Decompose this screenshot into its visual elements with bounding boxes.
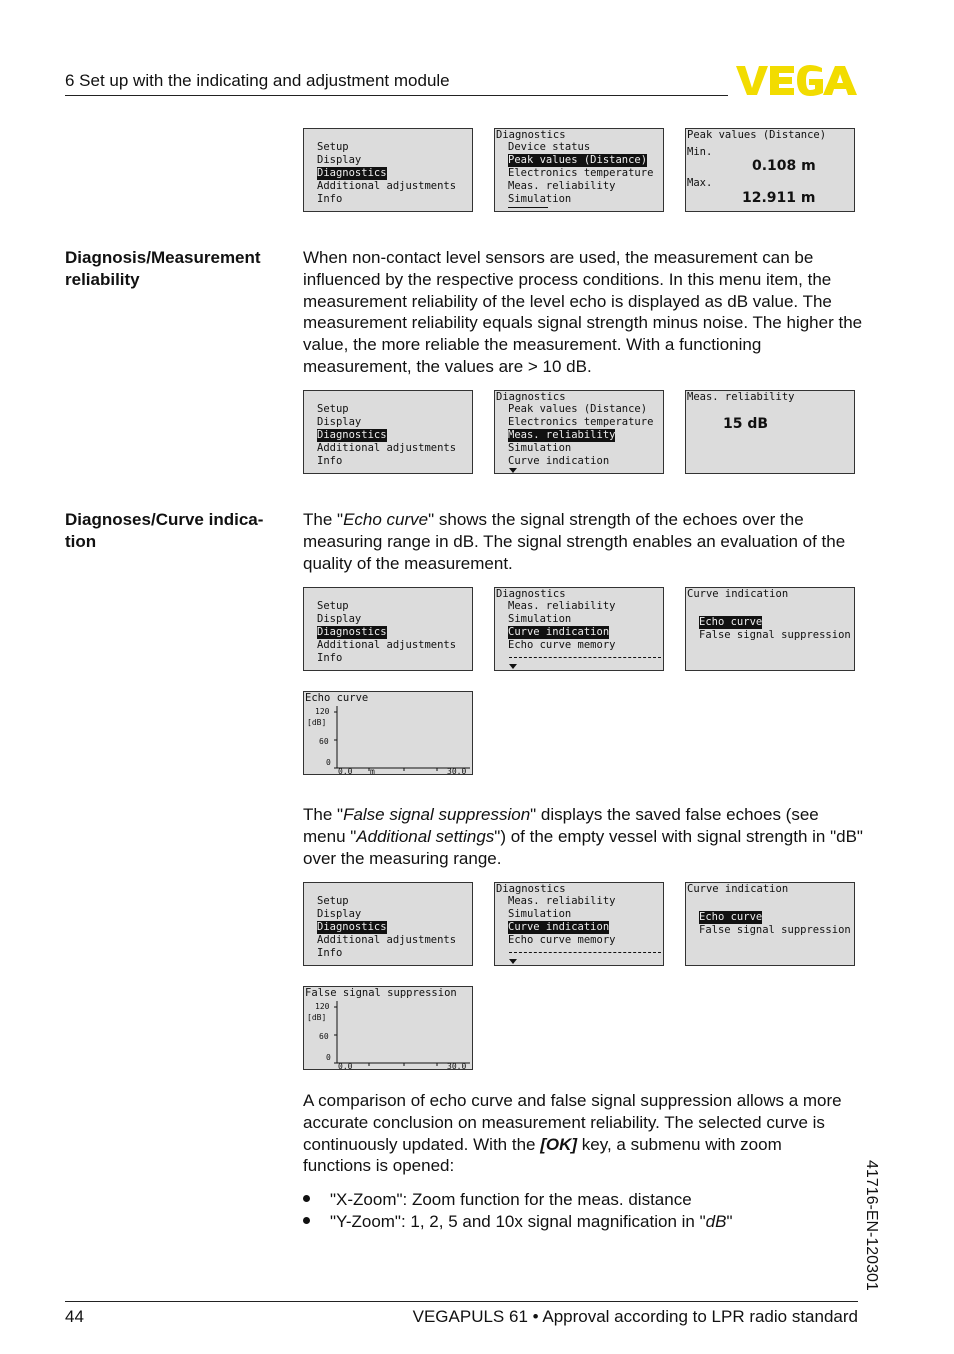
- display-main-menu-3: [303, 587, 473, 671]
- diag-item-selected: Curve indication: [508, 921, 610, 933]
- text-part: key, a submenu with zoom functions is opened:: [303, 1134, 782, 1176]
- bullet-text: "X-Zoom": Zoom function for the meas. distance: [330, 1190, 692, 1209]
- menu-item-additional: Additional adjustments: [317, 442, 457, 454]
- section-heading-curve: Diagnoses/Curve indica-tion: [65, 510, 264, 551]
- menu-item-diagnostics: Diagnostics: [317, 626, 387, 638]
- menu-divider: [509, 952, 661, 953]
- text-emphasis: Echo curve: [343, 510, 429, 529]
- header-rule: [65, 95, 728, 96]
- display-main-menu-1: [303, 128, 473, 212]
- display-false-signal-suppression: [303, 986, 473, 1070]
- curve-item: False signal suppression: [699, 629, 851, 641]
- x-tick-end: 30.0: [447, 1062, 467, 1070]
- menu-item-info: Info: [317, 652, 343, 664]
- diag-item: Device status: [508, 141, 591, 153]
- menu-item-info: Info: [317, 947, 343, 959]
- peak-max-label: Max.: [687, 177, 713, 189]
- menu-item-additional: Additional adjustments: [317, 180, 457, 192]
- menu-item-setup: Setup: [317, 141, 349, 153]
- diag-item-selected: Peak values (Distance): [508, 154, 648, 166]
- display-diagnostics-menu-2: [494, 390, 664, 474]
- menu-item-info: Info: [317, 455, 343, 467]
- vega-logo-graphic: [736, 62, 858, 98]
- diag-item: Simulation: [508, 613, 572, 625]
- peak-title: Peak values (Distance): [687, 129, 827, 141]
- menu-divider: [509, 657, 661, 658]
- x-tick-start: 0.0: [338, 1062, 353, 1070]
- display-main-menu-2: [303, 390, 473, 474]
- chapter-header: 6 Set up with the indicating and adjustment module: [65, 71, 450, 90]
- peak-max-value: 12.911 m: [742, 190, 816, 206]
- diag-item-selected: Meas. reliability: [508, 429, 616, 441]
- scroll-down-icon: [509, 664, 517, 669]
- bullet-x-zoom: [303, 1189, 692, 1211]
- bullet-text: "Y-Zoom": 1, 2, 5 and 10x signal magnification in ": [330, 1212, 706, 1231]
- peak-min-value: 0.108 m: [752, 158, 816, 174]
- paragraph-reliability: When non-contact level sensors are used, the measurement can be influenced by the respective process conditions. In this menu item, the measurement reliability of the level echo is displayed as dB value. The measurement reliability equals signal strength minus noise. The higher the value, the more reliable the measurement. With a functioning measurement, the values are > 10 dB.: [303, 248, 863, 376]
- text-part: ") of the empty vessel with signal strength in "dB" over the measuring range.: [303, 826, 863, 868]
- curve-item-selected: Echo curve: [699, 616, 763, 628]
- diag-item: Simulation: [508, 193, 572, 205]
- x-unit-label: m: [370, 767, 375, 775]
- diag-title: Diagnostics: [496, 588, 566, 600]
- y-unit-label: [dB]: [307, 718, 327, 727]
- display-main-menu-4: [303, 882, 473, 966]
- y-tick-0: 0: [326, 758, 331, 767]
- menu-item-display: Display: [317, 908, 362, 920]
- y-tick-0: 0: [326, 1053, 331, 1062]
- text-part: " displays the saved false echoes (see menu ": [303, 805, 819, 846]
- diag-title: Diagnostics: [496, 883, 566, 895]
- reliability-title: Meas. reliability: [687, 391, 795, 403]
- display-peak-values: [685, 128, 855, 212]
- diag-item: Peak values (Distance): [508, 403, 648, 415]
- diag-item: Electronics temperature: [508, 416, 654, 428]
- section-heading-reliability: Diagnosis/Measurement reliability: [65, 248, 261, 289]
- diag-title: Diagnostics: [496, 129, 566, 141]
- menu-item-info: Info: [317, 193, 343, 205]
- diag-item: Echo curve memory: [508, 639, 616, 651]
- display-curve-indication-1: [685, 587, 855, 671]
- menu-item-setup: Setup: [317, 895, 349, 907]
- menu-item-setup: Setup: [317, 600, 349, 612]
- text-emphasis: Additional settings: [356, 826, 495, 846]
- diag-title: Diagnostics: [496, 391, 566, 403]
- diag-item: Meas. reliability: [508, 895, 616, 907]
- ok-key-label: [OK]: [540, 1134, 578, 1154]
- text-part: The ": [303, 510, 344, 529]
- diag-item: Simulation: [508, 442, 572, 454]
- scroll-down-icon: [509, 468, 517, 473]
- footer-title: VEGAPULS 61 • Approval according to LPR radio standard: [412, 1307, 858, 1326]
- curve-item-selected: Echo curve: [699, 911, 763, 923]
- paragraph-curve: [303, 509, 863, 574]
- curve-title: Curve indication: [687, 588, 789, 600]
- y-tick-60: 60: [319, 737, 329, 746]
- diag-item: Meas. reliability: [508, 600, 616, 612]
- curve-title: Curve indication: [687, 883, 789, 895]
- x-tick-start: 0.0: [338, 767, 353, 775]
- bullet-text: ": [726, 1212, 733, 1231]
- menu-item-display: Display: [317, 416, 362, 428]
- footer-rule: [65, 1301, 858, 1302]
- menu-item-setup: Setup: [317, 403, 349, 415]
- scroll-down-icon: [509, 959, 517, 964]
- diag-item: Simulation: [508, 908, 572, 920]
- menu-item-additional: Additional adjustments: [317, 934, 457, 946]
- page-number: 44: [65, 1307, 84, 1326]
- peak-min-label: Min.: [687, 146, 713, 158]
- display-echo-curve: [303, 691, 473, 775]
- menu-item-display: Display: [317, 613, 362, 625]
- menu-item-additional: Additional adjustments: [317, 639, 457, 651]
- curve-item: False signal suppression: [699, 924, 851, 936]
- diag-item-selected: Curve indication: [508, 626, 610, 638]
- diag-item: Electronics temperature: [508, 167, 654, 179]
- bullet-icon: [303, 1195, 310, 1202]
- paragraph-false-signal: [303, 804, 863, 869]
- text-emphasis: False signal suppression: [343, 805, 531, 824]
- y-tick-60: 60: [319, 1032, 329, 1041]
- diag-item: Curve indication: [508, 455, 610, 467]
- diag-item: Meas. reliability: [508, 180, 616, 192]
- bullet-y-zoom: [303, 1211, 732, 1233]
- y-tick-120: 120: [315, 707, 330, 716]
- diag-item: Echo curve memory: [508, 934, 616, 946]
- x-tick-end: 30.0: [447, 767, 467, 775]
- menu-item-diagnostics: Diagnostics: [317, 167, 387, 179]
- display-diagnostics-menu-3: [494, 587, 664, 671]
- false-title: False signal suppression: [305, 987, 457, 999]
- menu-item-display: Display: [317, 154, 362, 166]
- vega-logo: [736, 62, 858, 103]
- text-part: " shows the signal strength of the echoes over the measuring range in dB. The signal strength enables an evaluation of the quality of the measurement.: [303, 510, 846, 573]
- echo-title: Echo curve: [305, 692, 369, 704]
- reliability-value: 15 dB: [723, 416, 769, 432]
- display-diagnostics-menu-4: [494, 882, 664, 966]
- bullet-icon: [303, 1217, 310, 1224]
- y-unit-label: [dB]: [307, 1013, 327, 1022]
- display-meas-reliability: [685, 390, 855, 474]
- display-curve-indication-2: [685, 882, 855, 966]
- text-part: The ": [303, 805, 344, 824]
- text-part: A comparison of echo curve and false signal suppression allows a more accurate conclusion on measurement reliability. The selected curve is continuously updated. With the: [303, 1091, 842, 1154]
- menu-item-diagnostics: Diagnostics: [317, 921, 387, 933]
- text-emphasis: dB: [705, 1212, 727, 1231]
- document-number: 41716-EN-120301: [863, 1160, 880, 1291]
- menu-item-diagnostics: Diagnostics: [317, 429, 387, 441]
- display-diagnostics-menu-1: [494, 128, 664, 212]
- paragraph-conclusion: [303, 1090, 848, 1177]
- y-tick-120: 120: [315, 1002, 330, 1011]
- underline-decoration: [508, 194, 548, 208]
